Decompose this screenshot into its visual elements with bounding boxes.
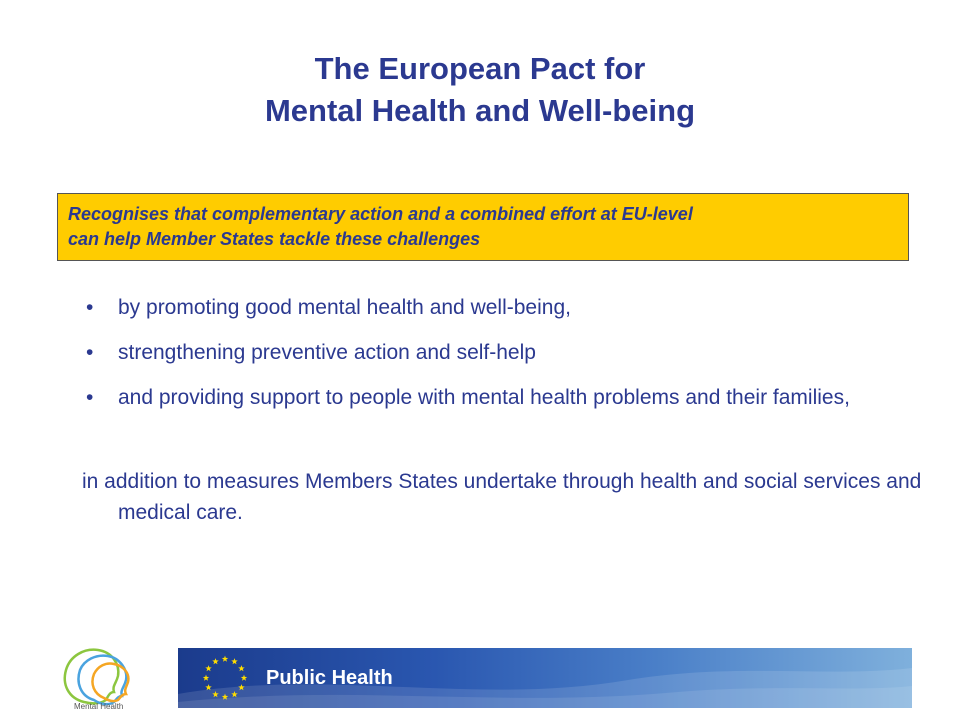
slide-title [0, 48, 960, 132]
star-icon [231, 658, 237, 664]
bullet-text: and providing support to people with mental health problems and their families, [118, 386, 850, 409]
bullet-text: strengthening preventive action and self-help [118, 341, 536, 364]
star-icon [205, 665, 211, 671]
callout-line-2: can help Member States tackle these challenges [68, 229, 481, 249]
bullet-icon: • [86, 341, 94, 364]
star-icon [222, 656, 228, 662]
title-line-2: Mental Health and Well-being [264, 93, 696, 128]
public-health-banner [178, 648, 912, 708]
star-icon [205, 684, 211, 690]
star-icon [231, 691, 237, 697]
star-icon [238, 665, 244, 671]
list-item [82, 337, 922, 368]
star-icon [238, 684, 244, 690]
list-item [82, 292, 922, 323]
banner-label: Public Health [266, 667, 393, 689]
bullet-text: by promoting good mental health and well-being, [118, 296, 571, 319]
star-icon [212, 691, 218, 697]
callout-box [57, 193, 909, 261]
closing-paragraph: in addition to measures Members States undertake through health and social services and medical care. [82, 470, 922, 524]
star-icon [241, 675, 247, 681]
eu-stars-icon [200, 653, 250, 703]
star-icon [203, 675, 209, 681]
bullet-list [82, 292, 922, 427]
star-icon [212, 658, 218, 664]
title-line-1: The European Pact for [314, 51, 646, 86]
list-item [82, 382, 922, 413]
star-icon [222, 694, 228, 700]
bullet-icon: • [86, 386, 94, 409]
callout-line-1: Recognises that complementary action and a combined effort at EU-level [68, 204, 693, 224]
logo-caption: Mental Health [74, 702, 124, 711]
bullet-icon: • [86, 296, 94, 319]
